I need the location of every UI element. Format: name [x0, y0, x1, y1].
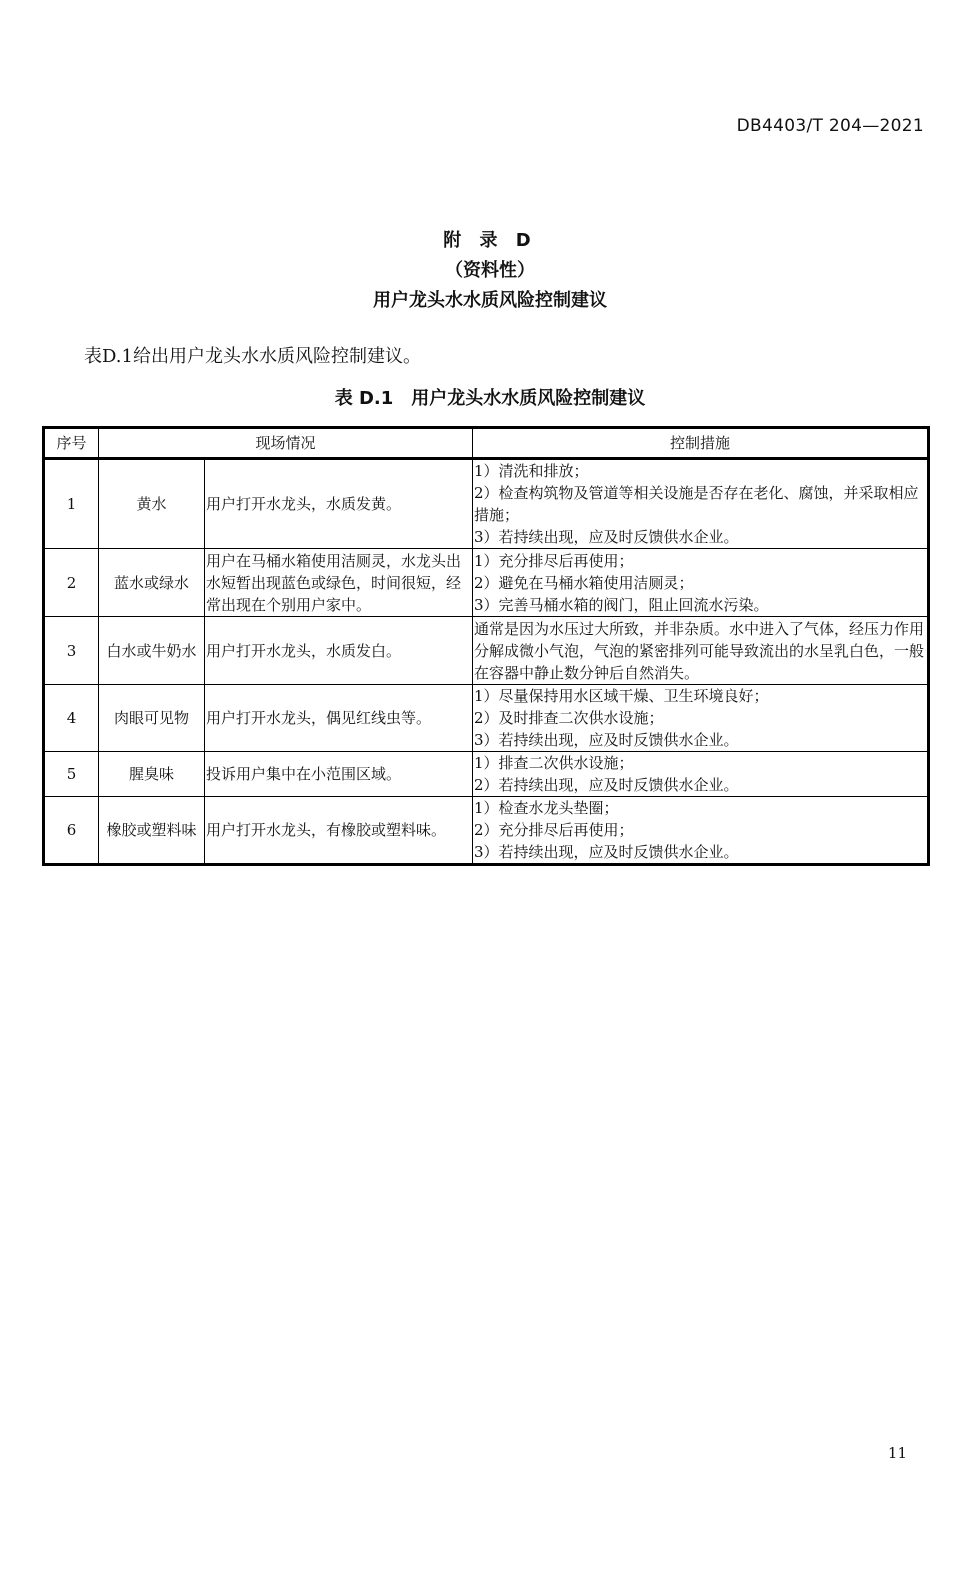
control-measures — [473, 685, 929, 752]
table-row — [44, 617, 929, 685]
page-number: 11 — [887, 1444, 907, 1462]
header-control: 控制措施 — [473, 428, 929, 459]
control-measure-item: 1）清洗和排放； — [474, 462, 589, 480]
situation-description: 用户打开水龙头，水质发白。 — [205, 617, 473, 685]
control-measure-item: 3）若持续出现，应及时反馈供水企业。 — [474, 528, 739, 546]
table-row — [44, 549, 929, 617]
water-issue-type: 腥臭味 — [99, 752, 205, 797]
control-measure-item: 2）充分排尽后再使用； — [474, 821, 634, 839]
risk-control-table — [42, 426, 930, 866]
table-row — [44, 459, 929, 549]
header-situation: 现场情况 — [99, 428, 473, 459]
water-issue-type: 肉眼可见物 — [99, 685, 205, 752]
situation-description: 用户打开水龙头，偶见红线虫等。 — [205, 685, 473, 752]
water-issue-type: 橡胶或塑料味 — [99, 797, 205, 865]
table-caption — [0, 384, 980, 410]
control-measures — [473, 752, 929, 797]
table-header-row — [44, 428, 929, 459]
control-measure-item: 2）避免在马桶水箱使用洁厕灵； — [474, 573, 694, 592]
header-no: 序号 — [44, 428, 99, 459]
control-measure-item: 1）检查水龙头垫圈； — [474, 799, 619, 817]
table-body — [44, 459, 929, 865]
water-issue-type: 黄水 — [99, 459, 205, 549]
control-measures — [473, 549, 929, 617]
water-issue-type: 白水或牛奶水 — [99, 617, 205, 685]
table-row — [44, 797, 929, 865]
control-measure-item: 2）检查构筑物及管道等相关设施是否存在老化、腐蚀，并采取相应措施； — [474, 484, 919, 524]
document-code: DB4403/T 204—2021 — [736, 116, 924, 136]
row-number: 2 — [44, 549, 99, 617]
table-caption-title: 用户龙头水水质风险控制建议 — [411, 388, 646, 409]
row-number: 3 — [44, 617, 99, 685]
row-number: 5 — [44, 752, 99, 797]
control-measure-item: 1）充分排尽后再使用； — [474, 551, 634, 570]
situation-description: 用户打开水龙头，有橡胶或塑料味。 — [205, 797, 473, 865]
table-row — [44, 685, 929, 752]
row-number: 1 — [44, 459, 99, 549]
control-measures — [473, 459, 929, 549]
appendix-title: 附 录 D — [443, 230, 537, 251]
control-measures — [473, 617, 929, 685]
control-measure-item: 3）完善马桶水箱的阀门，阻止回流水污染。 — [474, 595, 769, 614]
row-number: 4 — [44, 685, 99, 752]
row-number: 6 — [44, 797, 99, 865]
control-measures — [473, 797, 929, 865]
table-caption-number: 表 D.1 — [334, 388, 394, 409]
appendix-nature: （资料性） — [445, 260, 535, 281]
water-issue-type: 蓝水或绿水 — [99, 549, 205, 617]
situation-description: 用户打开水龙头，水质发黄。 — [205, 459, 473, 549]
control-measure-item: 2）若持续出现，应及时反馈供水企业。 — [474, 776, 739, 794]
situation-description: 用户在马桶水箱使用洁厕灵，水龙头出水短暂出现蓝色或绿色，时间很短，经常出现在个别用户家中。 — [205, 549, 473, 617]
control-measure-item: 2）及时排查二次供水设施； — [474, 709, 664, 727]
control-measure-item: 1）排查二次供水设施； — [474, 754, 634, 772]
control-measure-item: 通常是因为水压过大所致，并非杂质。水中进入了气体，经压力作用分解成微小气泡，气泡的紧密排列可能导致流出的水呈乳白色，一般在容器中静止数分钟后自然消失。 — [474, 619, 925, 682]
appendix-subject: 用户龙头水水质风险控制建议 — [373, 290, 607, 311]
control-measure-item: 1）尽量保持用水区域干燥、卫生环境良好； — [474, 687, 769, 705]
intro-paragraph: 表D.1给出用户龙头水水质风险控制建议。 — [84, 346, 421, 367]
control-measure-item: 3）若持续出现，应及时反馈供水企业。 — [474, 843, 739, 861]
situation-description: 投诉用户集中在小范围区域。 — [205, 752, 473, 797]
control-measure-item: 3）若持续出现，应及时反馈供水企业。 — [474, 731, 739, 749]
table-row — [44, 752, 929, 797]
